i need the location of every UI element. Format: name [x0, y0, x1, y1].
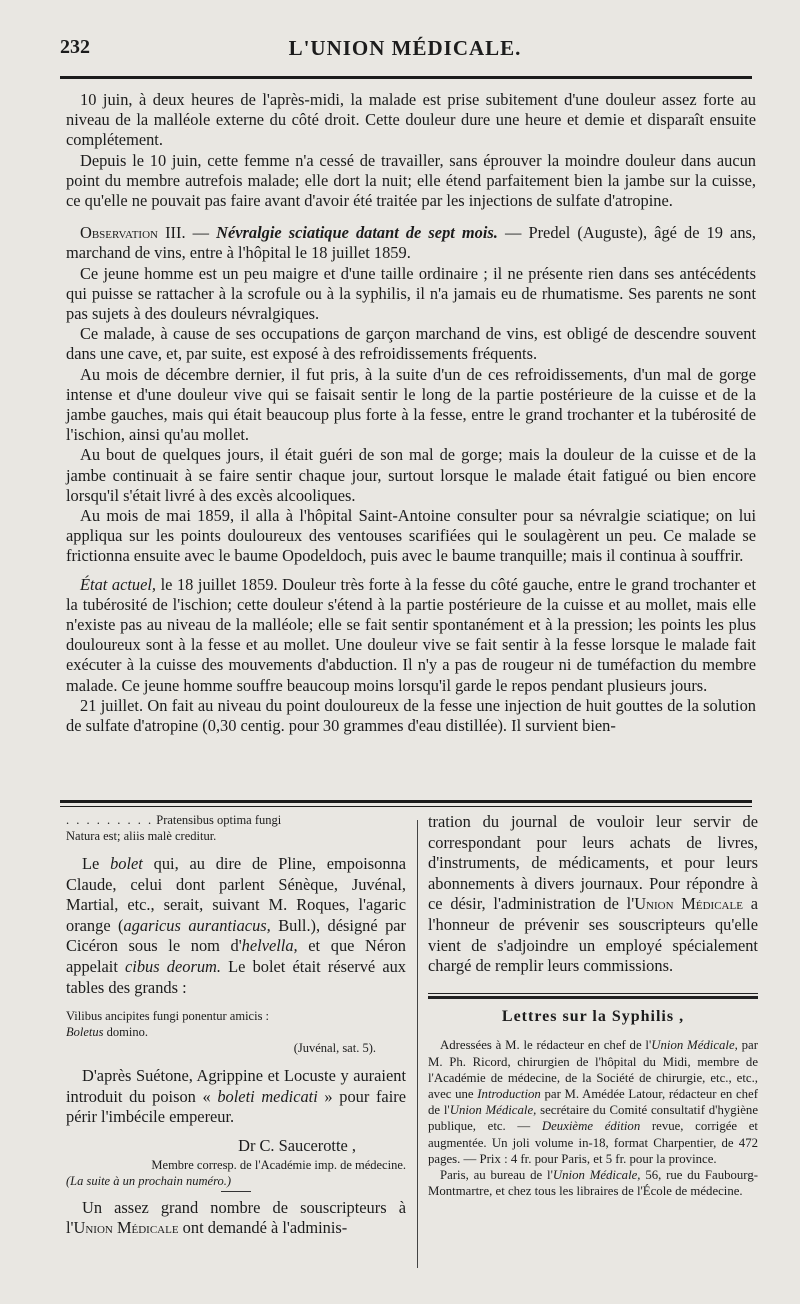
author-signature: Dr C. Saucerotte , — [238, 1135, 356, 1155]
observation-label: Observation III. — [80, 223, 186, 243]
observation-title: Névralgie sciatique datant de sept mois. — [216, 223, 498, 243]
observation-heading: Observation III. — Névralgie sciatique datant de sept mois. — Predel (Auguste), âgé de 19 ans, marchand de vins, entre à l'hôpital le 18 juillet 1859. — [66, 223, 756, 263]
header-rule — [60, 76, 752, 79]
paragraph-10: 21 juillet. On fait au niveau du point douloureux de la fesse une injection de huit gouttes de la solution de sulfate d'atropine (0,30 centig. pour 30 grammes d'eau distillée). Il survient bien- — [66, 695, 756, 736]
running-title: L'UNION MÉDICALE. — [288, 36, 522, 60]
paragraph-4: Ce jeune homme est un peu maigre et d'une taille ordinaire ; il ne présente rien dans ses antécédents qui puisse se rattacher à la scrofule ou à la syphilis, il n'a jamais eu de rhumatisme. Ses parents ne sont pas sujets à des douleurs névralgiques. — [66, 263, 756, 324]
column-divider — [417, 820, 418, 1268]
section-divider — [221, 1191, 251, 1192]
author-role: Membre corresp. de l'Académie imp. de médecine. — [151, 1157, 406, 1172]
announcement-body: Adressées à M. le rédacteur en chef de l'Union Médicale, par M. Ph. Ricord, chirurgien de l'hôpital du Midi, membre de l'Académie de médecine, de la Société de chirurgie, etc., etc., avec une Introduction par M. Amédée Latour, rédacteur en chef de l'Union Médicale, secrétaire du Comité consultatif d'hygiène publique, etc. — Deuxième édition revue, corrigée et augmentée. Un joli volume in-18, format Charpentier, de 472 pages. — Prix : 4 fr. pour Paris, et 5 fr. pour la province. — [428, 1038, 759, 1166]
etat-actuel-label: État actuel, — [80, 574, 157, 594]
notices-column — [428, 812, 758, 1199]
administration-notice: tration du journal de vouloir leur servir de correspondant pour leurs achats de livres, d'instruments, de médicaments, et pour leurs abonnements à divers journaux. Pour répondre à ce désir, l'administration de l'Union Médicale a l'honneur de prévenir ses souscripteurs qu'elle vient de s'adjoindre un employé spécialement chargé de remplir leurs commissions. — [428, 812, 759, 976]
page-header — [60, 36, 750, 76]
paragraph-5: Ce malade, à cause de ses occupations de garçon marchand de vins, est obligé de descendre souvent dans une cave, et, par suite, est exposé à des refroidissements fréquents. — [66, 324, 756, 364]
book-announcement — [428, 1037, 758, 1199]
verse-2a: Vilibus ancipites fungi ponentur amicis : — [66, 1009, 270, 1024]
paragraph-9: État actuel, le 18 juillet 1859. Douleur très forte à la fesse du côté gauche, entre le grand trochanter et la tubérosité de l'ischion; cette douleur s'étend à la partie postérieure de la cuisse et au mollet, mais elle n'existe pas au niveau de la malléole; elle se fait sentir spontanément et à la pression; les points les plus douloureux sont à la fesse et au mollet. Une douleur vive se fait sentir à la fesse lorsque le malade fait exécuter à la cuisse des mouvements d'abduction. Il n'y a pas de rougeur ni de tuméfaction du membre malade. Ce jeune homme souffre beaucoup moins lorsqu'il garde le repos pendant plusieurs jours. — [66, 574, 756, 695]
page-number: 232 — [60, 36, 90, 58]
paragraph-7: Au bout de quelques jours, il était guéri de son mal de gorge; mais la douleur de la cuisse et de la jambe continuait à se faire sentir chaque jour, surtout lorsque le malade était fatigué ou bien encore lorsqu'il s'était livré à des excès alcooliques. — [66, 445, 756, 505]
announcement-title: Lettres sur la Syphilis , — [501, 1007, 685, 1025]
verse-citation: (Juvénal, sat. 5). — [293, 1041, 376, 1056]
main-article — [66, 90, 756, 736]
paragraph-1: 10 juin, à deux heures de l'après-midi, la malade est prise subitement d'une douleur assez forte au niveau de la malléole externe du côté droit. Cette douleur dure une heure et demie et disparaît ensuite complétement. — [66, 90, 756, 150]
suetone-paragraph: D'après Suétone, Agrippine et Locuste y auraient introduit du poison « boleti medicati » pour faire périr l'imbécile empereur. — [66, 1066, 406, 1127]
subscribers-paragraph: Un assez grand nombre de souscripteurs à l'Union Médicale ont demandé à l'adminis- — [66, 1197, 406, 1238]
continuation-note: (La suite à un prochain numéro.) — [66, 1173, 232, 1188]
paragraph-8: Au mois de mai 1859, il alla à l'hôpital Saint-Antoine consulter pour sa névralgie sciatique; on lui appliqua sur les points douloureux des ventouses scarifiées qui le soulagèrent un peu. Ce malade se frictionna ensuite avec le baume Opodeldoch, puis avec le baume tranquille; mais il continua à souffrir. — [66, 506, 756, 566]
announce-rule-top — [428, 993, 758, 994]
announce-rule-bottom — [428, 996, 758, 999]
verse-2b: Boletus domino. — [66, 1025, 148, 1040]
verse-1b: Natura est; aliis malè creditur. — [66, 829, 217, 843]
feuilleton-rule-top — [60, 800, 752, 803]
bolet-paragraph: Le bolet qui, au dire de Pline, empoisonna Claude, celui dont parlent Sénèque, Juvénal, Martial, etc., serait, suivant M. Roques, l'agaric orange (agaricus aurantiacus, Bull.), désigné par Cicéron sous le nom d'helvella, et que Néron appelait cibus deorum. Le bolet était réservé aux tables des grands : — [66, 854, 406, 997]
verse-1a: . . . . . . . . . Pratensibus optima fungi — [66, 813, 282, 827]
paragraph-2: Depuis le 10 juin, cette femme n'a cessé de travailler, sans éprouver la moindre douleur dans aucun point du membre autrefois malade; elle dort la nuit; elle étend parfaitement bien la jambe sur la cuisse, ce qu'elle ne pouvait pas faire avant d'avoir été traitée par les injections de sulfate d'atropine. — [66, 150, 756, 211]
announcement-address: Paris, au bureau de l'Union Médicale, 56, rue du Faubourg-Montmartre, et chez tous les libraires de l'École de médecine. — [428, 1167, 758, 1199]
feuilleton-rule-bottom — [60, 806, 752, 807]
feuilleton-column — [66, 812, 406, 1239]
paragraph-6: Au mois de décembre dernier, il fut pris, à la suite d'un de ces refroidissements, d'un mal de gorge intense et d'une douleur vive qui se faisait sentir le long de la partie postérieure de la cuisse et de la jambe gauches, mais qui était beaucoup plus forte à la fesse, entre le grand trochanter et la tubérosité de l'ischion, ainsi qu'au mollet. — [66, 364, 756, 445]
